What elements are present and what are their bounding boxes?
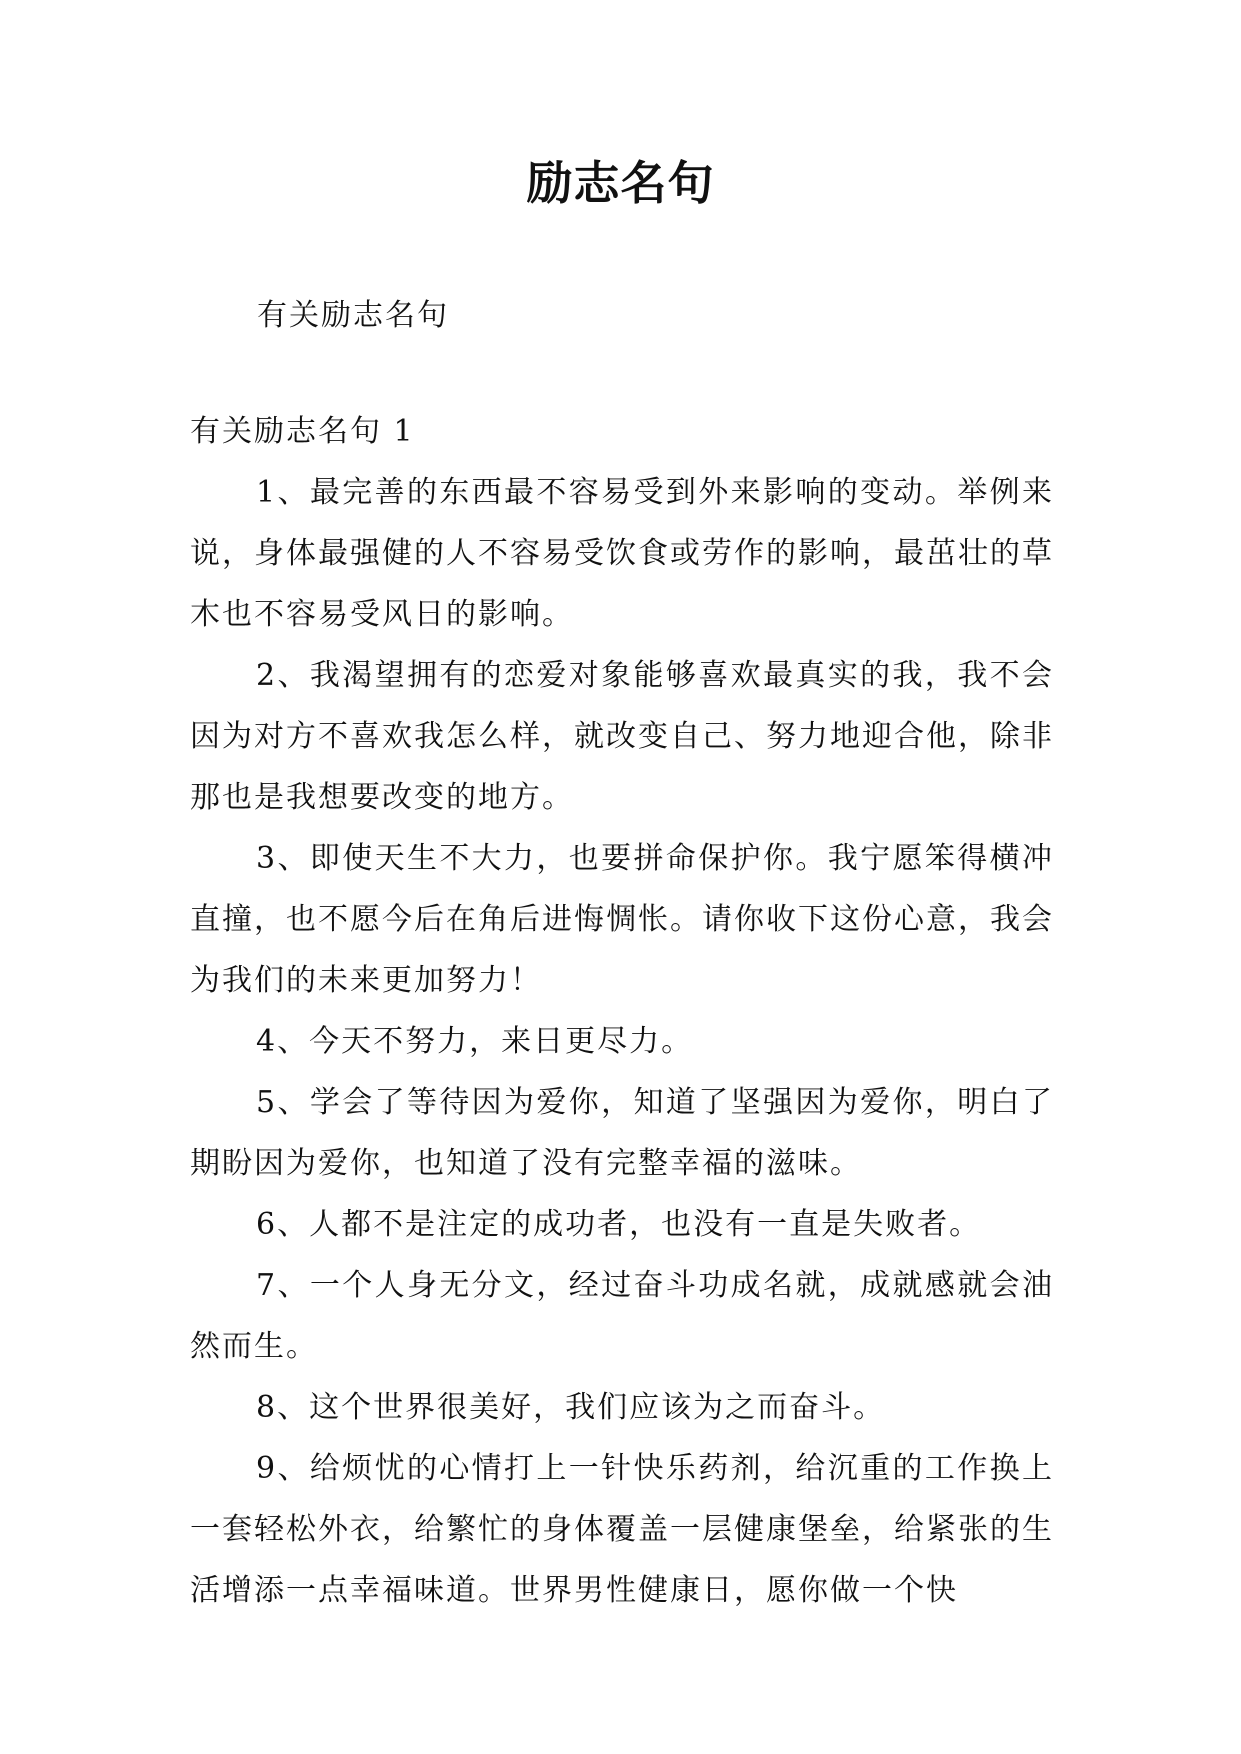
paragraph-5: 5、学会了等待因为爱你，知道了坚强因为爱你，明白了期盼因为爱你，也知道了没有完整幸福的滋味。 — [190, 1085, 1054, 1181]
paragraph-2: 2、我渴望拥有的恋爱对象能够喜欢最真实的我，我不会因为对方不喜欢我怎么样，就改变自己、努力地迎合他，除非那也是我想要改变的地方。 — [190, 658, 1054, 815]
paragraph-1: 1、最完善的东西最不容易受到外来影响的变动。举例来说，身体最强健的人不容易受饮食或劳作的影响，最茁壮的草木也不容易受风日的影响。 — [190, 475, 1054, 632]
paragraph-3: 3、即使天生不大力，也要拼命保护你。我宁愿笨得横冲直撞，也不愿今后在角后进悔惆怅。请你收下这份心意，我会为我们的未来更加努力！ — [190, 841, 1054, 998]
paragraph-8: 8、这个世界很美好，我们应该为之而奋斗。 — [256, 1390, 886, 1425]
document-body — [190, 462, 1054, 1621]
document-title: 励志名句 — [526, 156, 715, 210]
paragraph-7: 7、一个人身无分文，经过奋斗功成名就，成就感就会油然而生。 — [190, 1268, 1054, 1364]
paragraph-6: 6、人都不是注定的成功者，也没有一直是失败者。 — [256, 1207, 982, 1242]
section-heading: 有关励志名句 1 — [190, 414, 415, 449]
document-subtitle: 有关励志名句 — [257, 298, 449, 333]
paragraph-4: 4、今天不努力，来日更尽力。 — [256, 1024, 694, 1059]
paragraph-9: 9、给烦忧的心情打上一针快乐药剂，给沉重的工作换上一套轻松外衣，给繁忙的身体覆盖一层健康堡垒，给紧张的生活增添一点幸福味道。世界男性健康日，愿你做一个快 — [190, 1451, 1054, 1608]
